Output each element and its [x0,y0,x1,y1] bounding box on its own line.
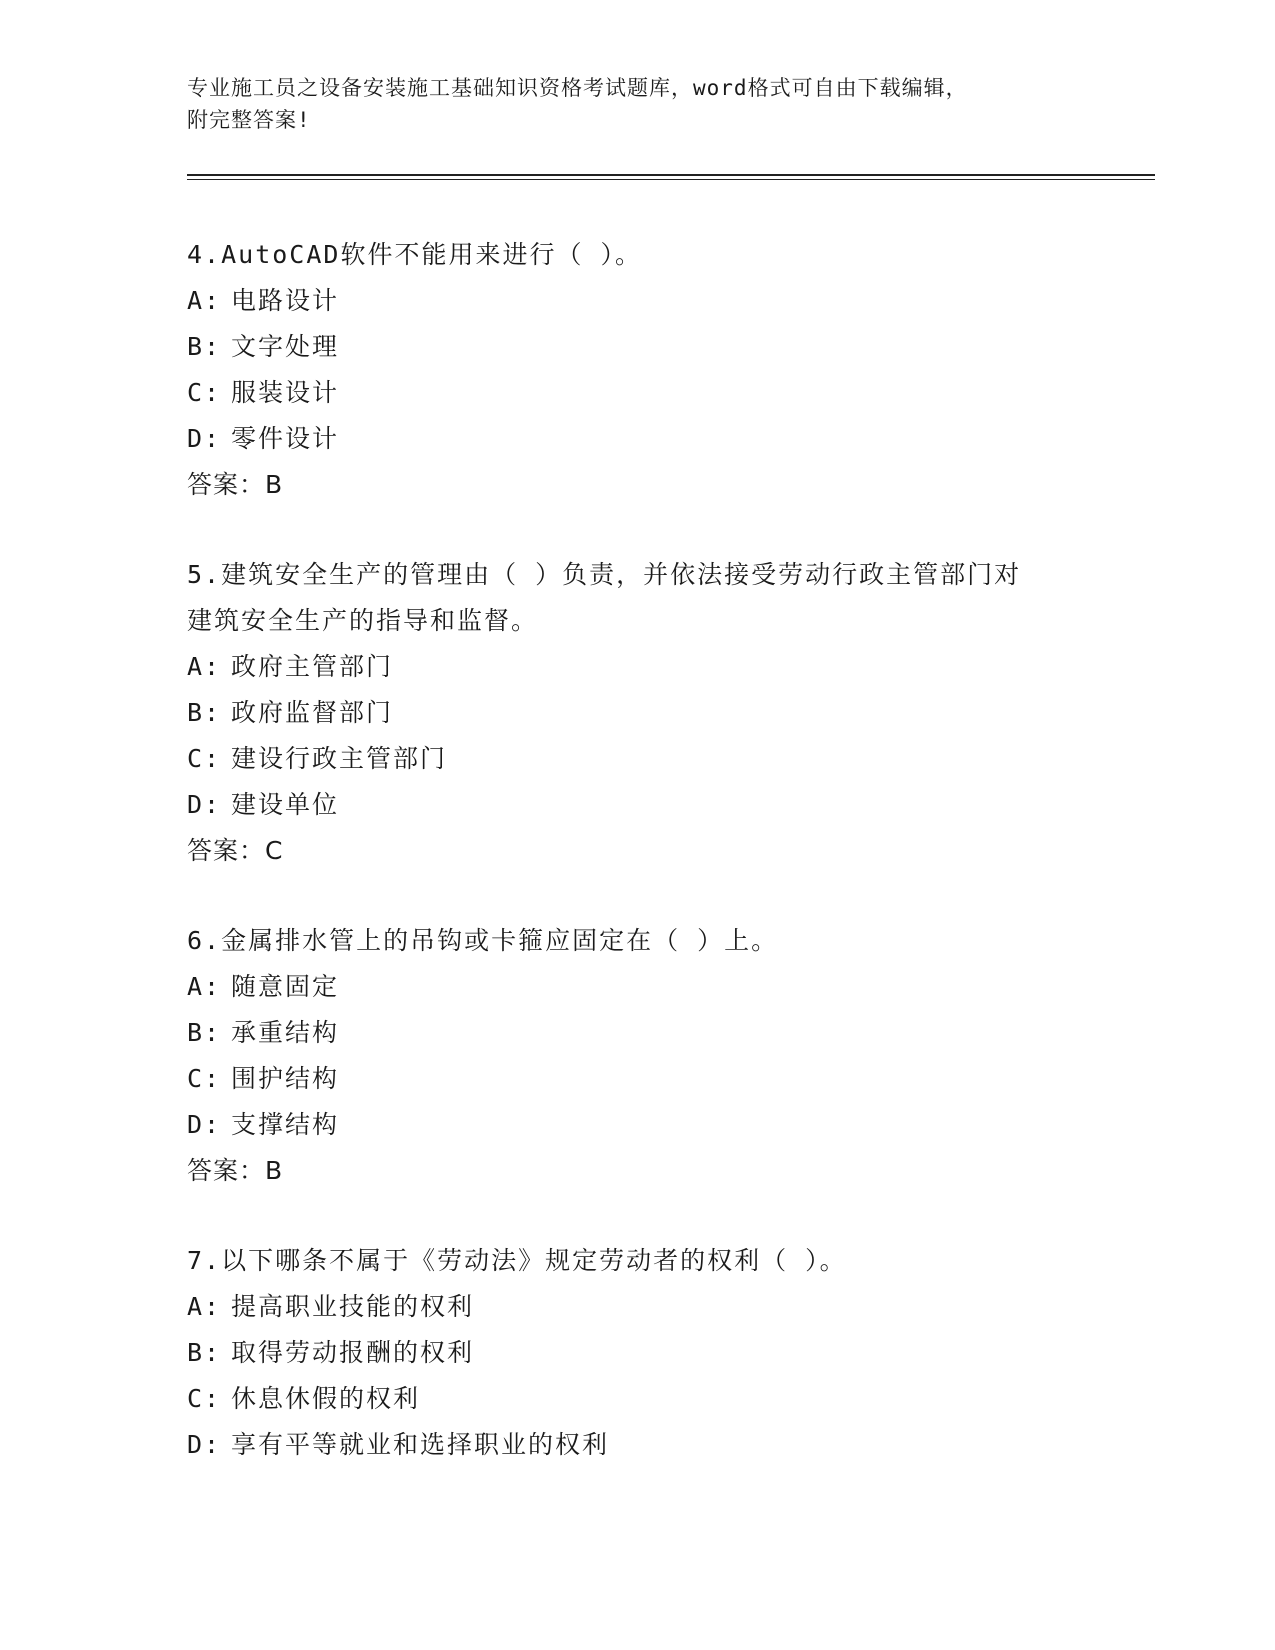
option-letter: D: [187,790,222,819]
answer-line: 答案：B [187,470,284,499]
header-line-2: 附完整答案! [187,108,311,132]
header-line-1: 专业施工员之设备安装施工基础知识资格考试题库，word格式可自由下载编辑， [187,76,968,100]
option-text: 承重结构 [231,1018,340,1047]
option-text: 取得劳动报酬的权利 [231,1338,475,1367]
header-divider [187,174,1155,180]
option-a [187,644,1167,690]
option-a [187,278,1167,324]
option-letter: A: [187,972,222,1001]
option-text: 文字处理 [231,332,340,361]
option-b [187,690,1167,736]
option-letter: A: [187,652,222,681]
option-letter: B: [187,332,222,361]
option-letter: B: [187,1338,222,1367]
option-b [187,1010,1167,1056]
document-header [187,72,1167,136]
option-letter: C: [187,1384,222,1413]
option-text: 享有平等就业和选择职业的权利 [231,1430,610,1459]
question-7 [187,1238,1167,1468]
option-text: 围护结构 [231,1064,340,1093]
question-stem-line-2: 建筑安全生产的指导和监督。 [187,606,539,635]
option-a [187,1284,1167,1330]
option-text: 政府主管部门 [231,652,394,681]
document-page [187,0,1167,1468]
option-b [187,324,1167,370]
option-text: 电路设计 [231,286,340,315]
option-d [187,782,1167,828]
option-text: 提高职业技能的权利 [231,1292,475,1321]
option-letter: D: [187,1110,222,1139]
option-a [187,964,1167,1010]
option-text: 建设单位 [231,790,340,819]
option-text: 零件设计 [231,424,340,453]
question-6 [187,918,1167,1194]
question-stem: 6.金属排水管上的吊钩或卡箍应固定在（ ）上。 [187,926,779,955]
option-letter: A: [187,286,222,315]
option-d [187,1422,1167,1468]
question-stem: 7.以下哪条不属于《劳动法》规定劳动者的权利（ ）。 [187,1246,847,1275]
question-stem: 4.AutoCAD软件不能用来进行（ ）。 [187,240,643,269]
question-5 [187,552,1167,874]
option-letter: C: [187,1064,222,1093]
option-text: 政府监督部门 [231,698,394,727]
option-letter: D: [187,1430,222,1459]
option-d [187,1102,1167,1148]
option-letter: A: [187,1292,222,1321]
option-d [187,416,1167,462]
answer-line: 答案：B [187,1156,284,1185]
option-letter: C: [187,378,222,407]
option-text: 随意固定 [231,972,340,1001]
option-text: 服装设计 [231,378,340,407]
option-letter: C: [187,744,222,773]
question-4 [187,232,1167,508]
question-stem-line-1: 5.建筑安全生产的管理由（ ）负责，并依法接受劳动行政主管部门对 [187,560,1022,589]
option-text: 休息休假的权利 [231,1384,421,1413]
option-c [187,736,1167,782]
option-c [187,1056,1167,1102]
option-text: 建设行政主管部门 [231,744,448,773]
option-c [187,370,1167,416]
option-letter: B: [187,1018,222,1047]
option-text: 支撑结构 [231,1110,340,1139]
option-b [187,1330,1167,1376]
option-letter: B: [187,698,222,727]
option-c [187,1376,1167,1422]
answer-line: 答案：C [187,836,284,865]
option-letter: D: [187,424,222,453]
